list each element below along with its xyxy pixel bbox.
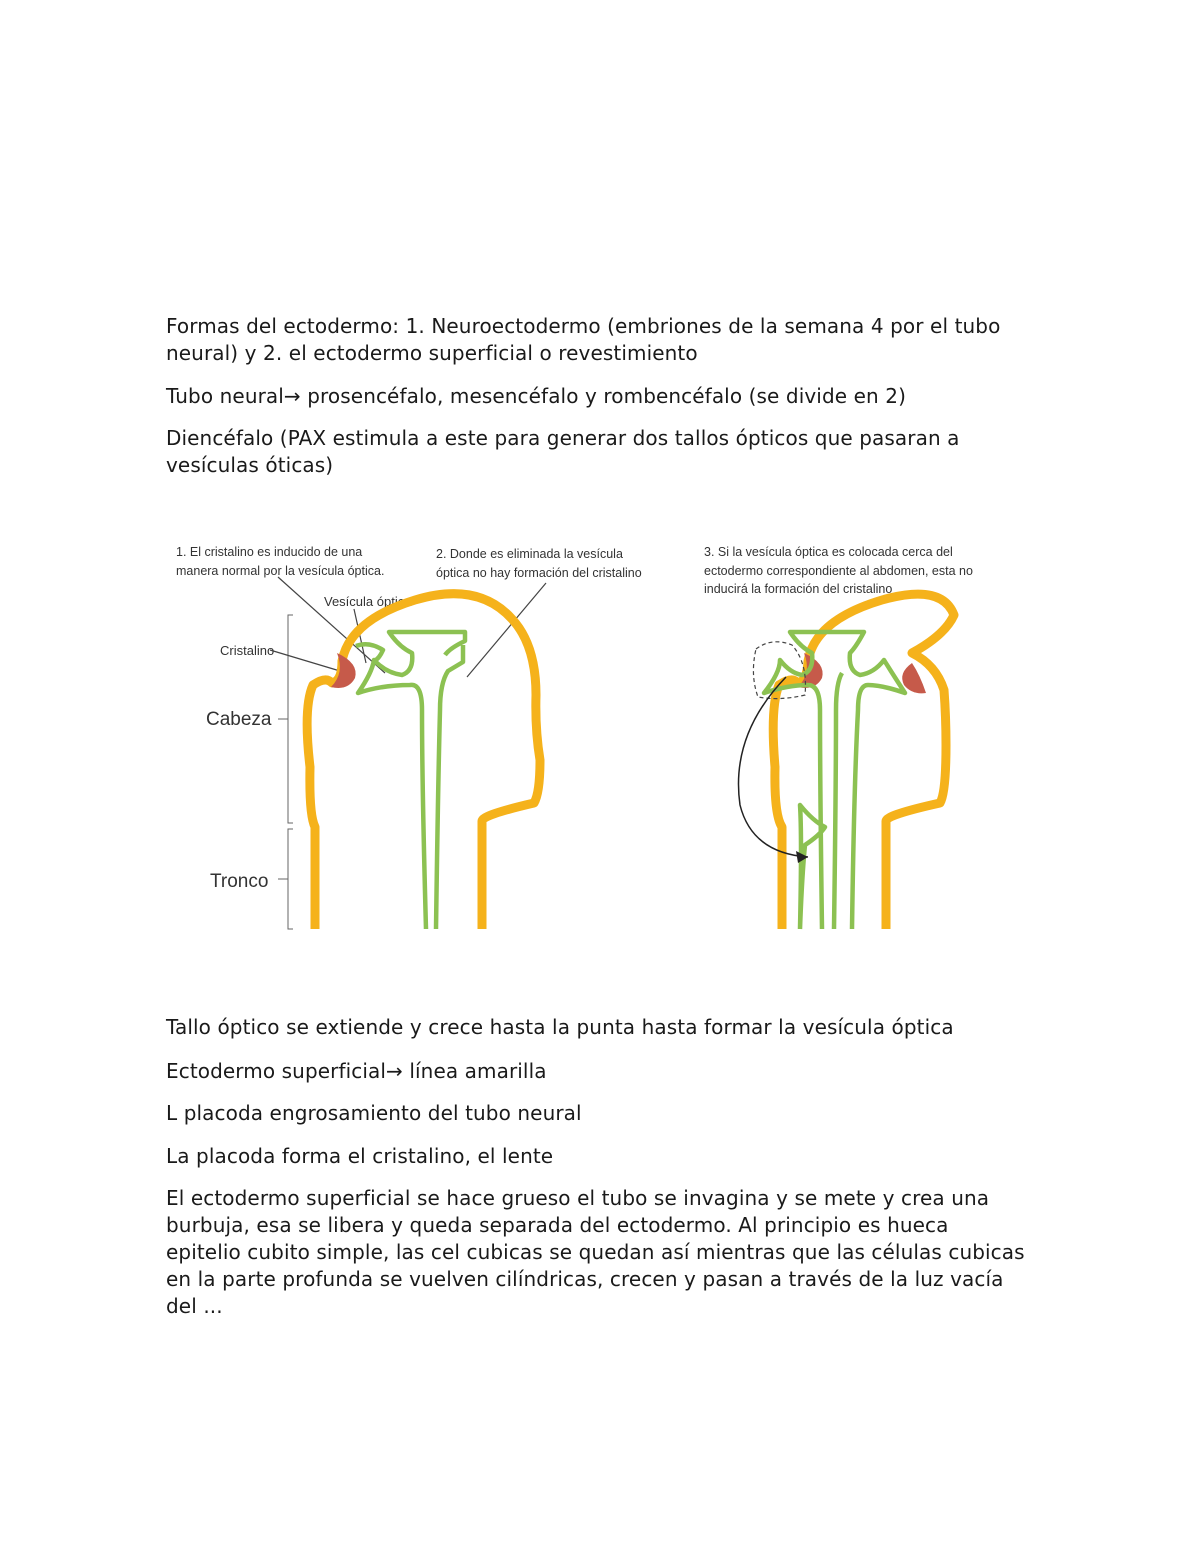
caption-2-line-2: óptica no hay formación del cristalino [436,566,642,580]
lens-left [331,653,356,688]
paragraph-tubo-neural: Tubo neural→ prosencéfalo, mesencéfalo y rombencéfalo (se divide en 2) [166,384,906,408]
paragraph-ectodermo-forms: Formas del ectodermo: 1. Neuroectodermo (embriones de la semana 4 por el tubo neural) y 2. el ectodermo superficial o revestimiento [166,314,1001,365]
label-tronco: Tronco [210,871,269,892]
caption-1-line-1: 1. El cristalino es inducido de una [176,545,363,559]
label-cristalino: Cristalino [220,643,275,658]
trunk-bracket [278,829,293,929]
neural-tube-left [356,632,465,929]
paragraph-ectodermo-superficial: Ectodermo superficial→ línea amarilla [166,1059,547,1083]
label-vesicula-optica: Vesícula óptica [324,594,412,609]
embryo-right [738,594,954,929]
caption-1-line-2: manera normal por la vesícula óptica. [176,564,385,578]
head-bracket [278,615,293,823]
embryo-lens-induction-figure [160,535,1020,935]
lens-right-b [902,663,926,693]
caption-3-line-2: ectodermo correspondiente al abdomen, esta no [704,564,973,578]
caption-2-line-1: 2. Donde es eliminada la vesícula [436,547,623,561]
label-cabeza: Cabeza [206,709,272,730]
caption-3-line-3: inducirá la formación del cristalino [704,582,893,596]
embryo-left [307,594,540,929]
paragraph-diencefalo: Diencéfalo (PAX estimula a este para generar dos tallos ópticos que pasaran a vesículas óticas) [166,426,960,477]
paragraph-invaginacion: El ectodermo superficial se hace grueso el tubo se invagina y se mete y crea una burbuja, esa se libera y queda separada del ectodermo. Al principio es hueca epitelio cubito simple, las cel cubicas se quedan así mientras que las células cubicas en la parte profunda se vuelven cilíndricas, crecen y pasan a través de la luz vacía del ... [166,1186,1025,1318]
paragraph-tallo-optico: Tallo óptico se extiende y crece hasta la punta hasta formar la vesícula óptica [166,1015,954,1039]
caption-3-line-1: 3. Si la vesícula óptica es colocada cerca del [704,545,953,559]
paragraph-placoda: L placoda engrosamiento del tubo neural [166,1101,582,1125]
paragraph-placoda-cristalino: La placoda forma el cristalino, el lente [166,1144,554,1168]
leader-lines [270,577,546,677]
